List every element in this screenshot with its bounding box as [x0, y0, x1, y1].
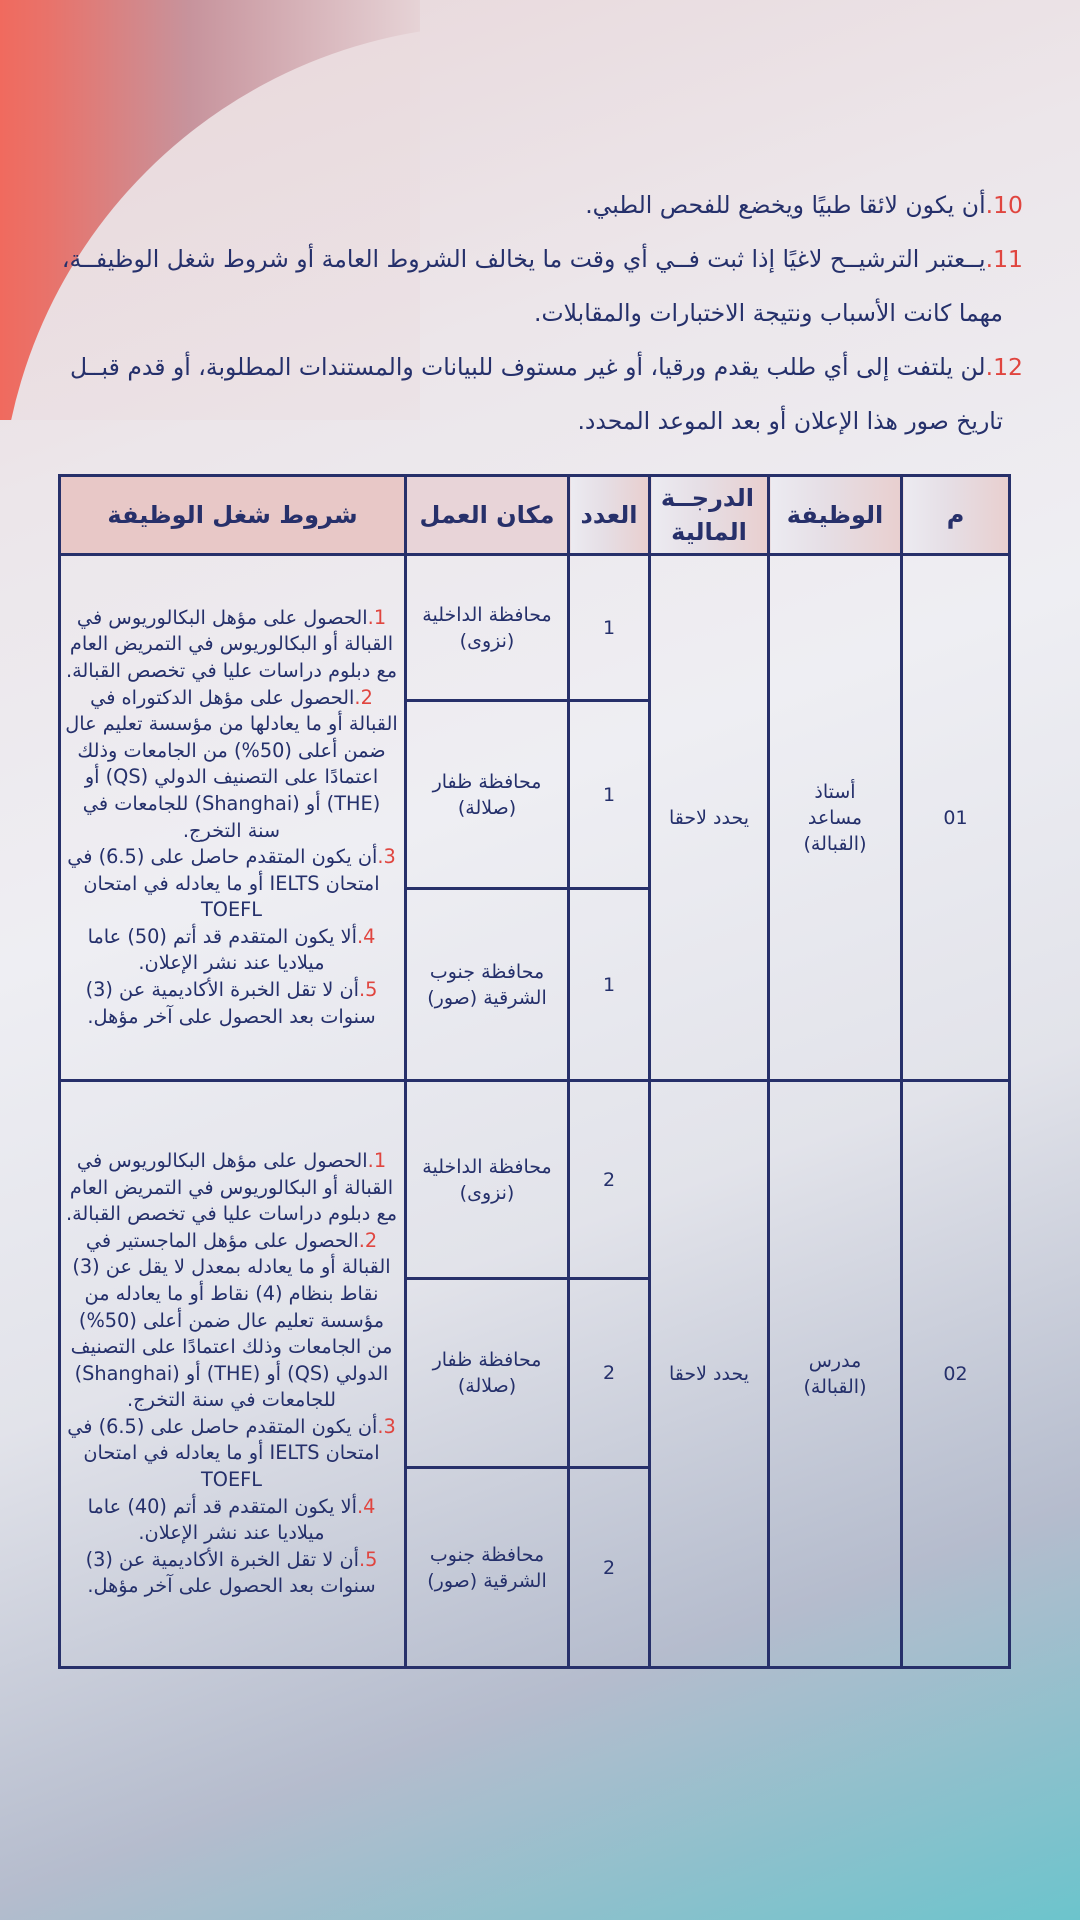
requirement-item: 3.أن يكون المتقدم حاصل على (6.5) في امتحان IELTS أو ما يعادله في امتحان TOEFL	[67, 845, 396, 922]
condition-text: لن يلتفت إلى أي طلب يقدم ورقيا، أو غير مستوف للبيانات والمستندات المطلوبة، أو قدم قبــل	[69, 353, 986, 381]
row-job: أستاذ مساعد (القبالة)	[769, 555, 902, 1081]
row-count: 2	[569, 1279, 650, 1468]
condition-10: 10.أن يكون لائقا طبيًا ويخضع للفحص الطبي.	[585, 191, 1023, 219]
requirement-item: 5.أن لا تقل الخبرة الأكاديمية عن (3) سنوات بعد الحصول على آخر مؤهل.	[85, 1547, 378, 1598]
condition-text: أن يكون لائقا طبيًا ويخضع للفحص الطبي.	[585, 191, 986, 219]
requirement-item: 3.أن يكون المتقدم حاصل على (6.5) في امتحان IELTS أو ما يعادله في امتحان TOEFL	[67, 1414, 396, 1492]
row-requirements	[60, 555, 406, 1081]
requirement-item: 2.الحصول على مؤهل الدكتوراه في القبالة أو ما يعادلها من مؤسسة تعليم عال ضمن أعلى (50%) من الجامعات وذلك اعتمادًا على التصنيف الدولي (QS) أو (THE) أو (Shanghai) للجامعات في سنة التخرج.	[65, 685, 398, 842]
row-index: 02	[902, 1081, 1010, 1668]
requirement-item: 1.الحصول على مؤهل البكالوريوس في القبالة أو البكالوريوس في التمريض العام مع دبلوم دراسات عليا في تخصص القبالة.	[65, 605, 398, 682]
header-place: مكان العمل	[406, 476, 569, 555]
row-index: 01	[902, 555, 1010, 1081]
row-count: 1	[569, 889, 650, 1081]
header-grade: الدرجــة المالية	[650, 476, 769, 555]
condition-text: يــعتبر الترشيــح لاغيًا إذا ثبت فــي أي وقت ما يخالف الشروط العامة أو شروط شغل الوظيفــة،	[61, 245, 986, 273]
requirement-item: 5.أن لا تقل الخبرة الأكاديمية عن (3) سنوات بعد الحصول على آخر مؤهل.	[85, 978, 378, 1028]
table-row	[60, 555, 1010, 701]
requirement-item: 1.الحصول على مؤهل البكالوريوس في القبالة أو البكالوريوس في التمريض العام مع دبلوم دراسات عليا في تخصص القبالة.	[65, 1148, 398, 1226]
row-job: مدرس (القبالة)	[769, 1081, 902, 1668]
row-grade: يحدد لاحقا	[650, 555, 769, 1081]
jobs-table	[58, 474, 1011, 1669]
row-count: 2	[569, 1081, 650, 1279]
requirement-item: 2.الحصول على مؤهل الماجستير في القبالة أو ما يعادله بمعدل لا يقل عن (3) نقاط بنظام (4) نقاط أو ما يعادله من مؤسسة تعليم عال ضمن أعلى (50%) من الجامعات وذلك اعتمادًا على التصنيف الدولي (QS) أو (THE) أو (Shanghai) للجامعات في سنة التخرج.	[70, 1228, 393, 1412]
row-place: محافظة ظفار (صلالة)	[406, 1279, 569, 1468]
condition-number: 10	[993, 191, 1023, 219]
condition-number: 11	[993, 245, 1023, 273]
row-grade: يحدد لاحقا	[650, 1081, 769, 1668]
header-index: م	[902, 476, 1010, 555]
table-row	[60, 1081, 1010, 1279]
row-requirements	[60, 1081, 406, 1668]
condition-12-cont: تاريخ صور هذا الإعلان أو بعد الموعد المحدد.	[577, 407, 1003, 435]
header-job: الوظيفة	[769, 476, 902, 555]
row-place: محافظة جنوب الشرقية (صور)	[406, 1468, 569, 1668]
row-count: 1	[569, 701, 650, 889]
header-count: العدد	[569, 476, 650, 555]
row-place: محافظة جنوب الشرقية (صور)	[406, 889, 569, 1081]
condition-12: 12.لن يلتفت إلى أي طلب يقدم ورقيا، أو غير مستوف للبيانات والمستندات المطلوبة، أو قدم قبــل	[69, 353, 1023, 381]
intro-conditions	[55, 178, 1023, 448]
row-place: محافظة الداخلية (نزوى)	[406, 555, 569, 701]
condition-11-cont: مهما كانت الأسباب ونتيجة الاختبارات والمقابلات.	[534, 299, 1003, 327]
table-header-row	[60, 476, 1010, 555]
row-count: 1	[569, 555, 650, 701]
condition-11: 11.يــعتبر الترشيــح لاغيًا إذا ثبت فــي أي وقت ما يخالف الشروط العامة أو شروط شغل الوظيفــة،	[61, 245, 1023, 273]
row-count: 2	[569, 1468, 650, 1668]
header-requirements: شروط شغل الوظيفة	[60, 476, 406, 555]
row-place: محافظة ظفار (صلالة)	[406, 701, 569, 889]
condition-number: 12	[993, 353, 1023, 381]
row-place: محافظة الداخلية (نزوى)	[406, 1081, 569, 1279]
requirement-item: 4.ألا يكون المتقدم قد أتم (50) عاما ميلاديا عند نشر الإعلان.	[87, 924, 376, 975]
requirement-item: 4.ألا يكون المتقدم قد أتم (40) عاما ميلاديا عند نشر الإعلان.	[87, 1494, 376, 1545]
